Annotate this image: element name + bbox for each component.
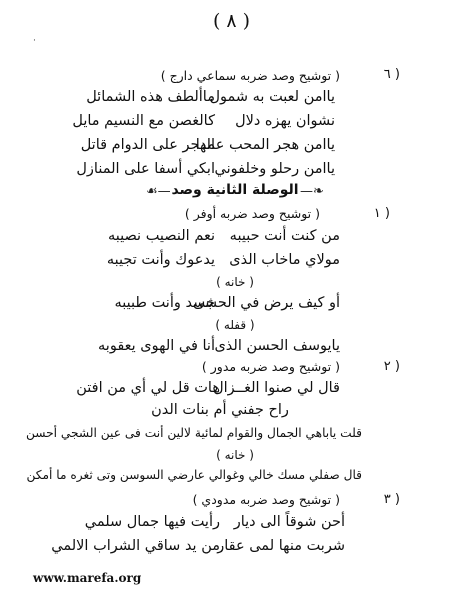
verse-hemistich-right: قال لي صنوا الغــزال	[213, 380, 340, 396]
verse-hemistich-left: يدعوك وأنت تجيبه	[106, 252, 215, 268]
verse-hemistich-right: نشوان يهزه دلال	[235, 113, 335, 129]
verse-line: راح جفني أم بنات الدن	[151, 402, 289, 418]
section-6-heading: ( توشيح وصد ضربه سماعي دارج )	[160, 68, 340, 83]
page-number: ( ٨ )	[212, 10, 251, 32]
verse-hemistich-left: نعم النصيب نصيبه	[107, 228, 215, 244]
verse-hemistich-left: رأيت فيها جمال سلمي	[84, 514, 220, 530]
ornament-left: ☙—	[146, 184, 171, 199]
section-6-number: ( ٦	[383, 67, 400, 82]
section-1-number: ( ١	[373, 206, 390, 221]
verse-hemistich-right: ياامن رحلو وخلفوني	[214, 161, 335, 177]
verse-hemistich-right: مولاي ماخاب الذى	[229, 252, 340, 268]
verse-hemistich-right: من كنت أنت حبيبه	[229, 228, 340, 244]
verse-hemistich-left: من يد ساقي الشراب الالمي	[51, 538, 220, 554]
verse-line: قلت ياباهي الجمال والقوام لمائية لالين أنت فى عين الشجي أحسن	[25, 426, 362, 440]
ornament-right: —❧	[300, 184, 324, 199]
verse-hemistich-right: يايوسف الحسن الذى	[214, 338, 340, 354]
corner-mark: ·	[33, 36, 36, 46]
verse-hemistich-left: هات قل لي أي من افتن	[76, 380, 220, 396]
verse-hemistich-left: أنا في الهوى يعقوبه	[98, 338, 215, 354]
qafla-label: ( قفله )	[215, 318, 255, 332]
verse-hemistich-left: ابكي أسفا على المنازل	[76, 161, 215, 177]
verse-hemistich-right: أو كيف يرض في الحشى	[192, 295, 340, 311]
verse-line: قال صفلي مسك خالي وغوالي عارضي السوسن وتى ثغره ما أمكن	[26, 468, 362, 482]
footer-website: www.marefa.org	[33, 571, 142, 585]
section-3-heading: ( توشيح وصد ضربه مدودي )	[192, 492, 340, 507]
section-1-heading: ( توشيح وصد ضربه أوفر )	[184, 206, 320, 221]
verse-hemistich-right: أحن شوقاً الى ديار	[233, 514, 345, 530]
khana-label: ( خانه )	[216, 448, 254, 462]
khana-label: ( خانه )	[216, 275, 254, 289]
verse-hemistich-left: كالغصن مع النسيم مايل	[72, 113, 215, 129]
verse-hemistich-right: شربت منها لمى عقار	[217, 538, 345, 554]
section-3-number: ( ٣	[383, 492, 400, 507]
verse-hemistich-right: ياامن لعبت به شمول	[209, 89, 335, 105]
section-2-number: ( ٢	[383, 359, 400, 374]
divider-title: الوصلة الثانية وصد	[171, 182, 299, 198]
section-2-heading: ( توشيح وصد ضربه مدور )	[201, 359, 340, 374]
verse-hemistich-left: الهجر على الدوام قاتل	[80, 137, 215, 153]
verse-hemistich-left: ماألطف هذه الشمائل	[86, 89, 215, 105]
verse-hemistich-right: ياامن هجر المحب عمدا	[195, 137, 335, 153]
verse-hemistich-left: جسد وأنت طبيبه	[114, 295, 215, 311]
